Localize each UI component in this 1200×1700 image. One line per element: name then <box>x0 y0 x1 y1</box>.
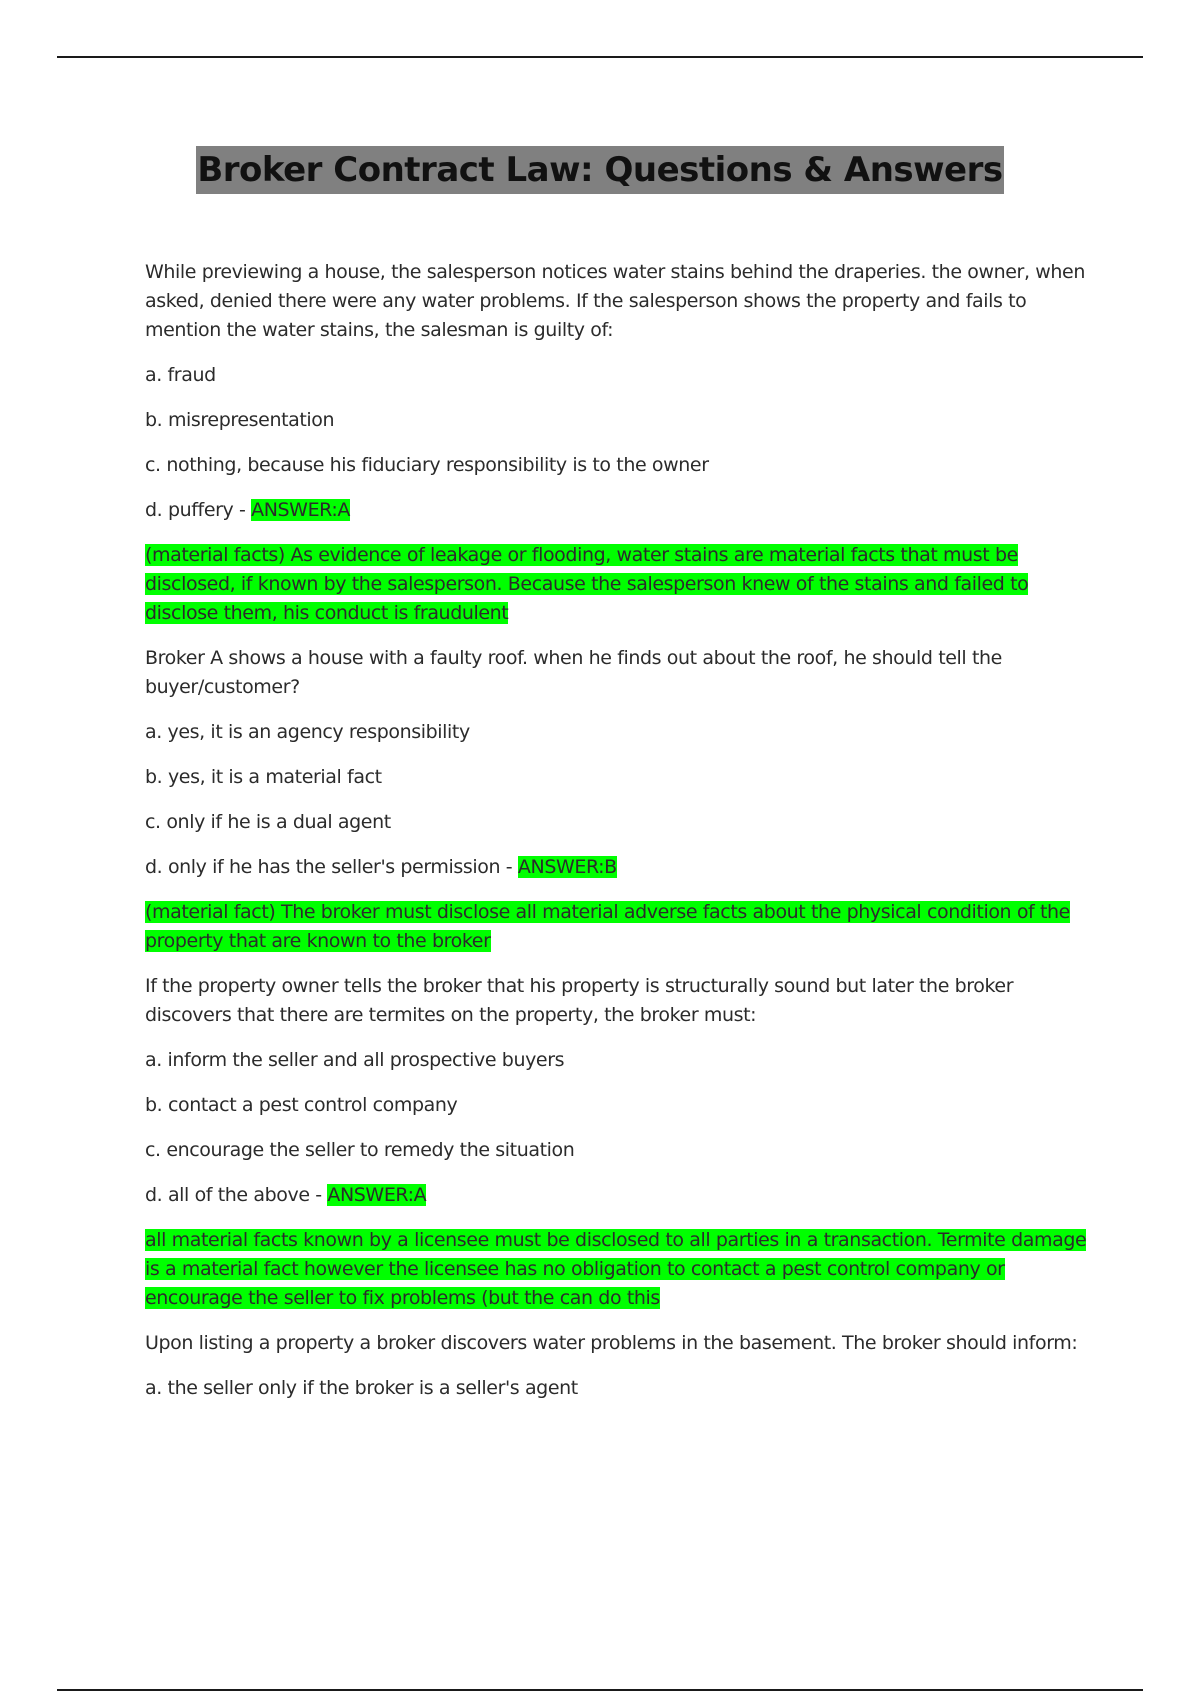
question-text: While previewing a house, the salesperson notices water stains behind the draperies. the owner, when asked, denied there were any water problems. If the salesperson shows the property and fails to mention the water stains, the salesman is guilty of: <box>145 261 1085 341</box>
explanation-text: all material facts known by a licensee must be disclosed to all parties in a transaction. Termite damage is a material fact however the licensee has no obligation to contact a pest control company or encourage the seller to fix problems (but the can do this <box>145 1229 1087 1309</box>
option-c: c. encourage the seller to remedy the situation <box>145 1139 575 1161</box>
option-a: a. the seller only if the broker is a seller's agent <box>145 1377 578 1399</box>
explanation <box>145 1226 1090 1313</box>
option-d-line <box>145 1181 1090 1210</box>
option-a: a. fraud <box>145 364 216 386</box>
title-container <box>0 146 1200 194</box>
option-b: b. misrepresentation <box>145 409 335 431</box>
option-c: c. only if he is a dual agent <box>145 811 391 833</box>
option-d-line <box>145 853 1090 882</box>
option-d-line <box>145 496 1090 525</box>
question-text: If the property owner tells the broker that his property is structurally sound but later the broker discovers that there are termites on the property, the broker must: <box>145 975 1014 1026</box>
document-body <box>145 258 1090 1419</box>
explanation-text: (material fact) The broker must disclose all material adverse facts about the physical condition of the property that are known to the broker <box>145 901 1070 952</box>
option-a: a. yes, it is an agency responsibility <box>145 721 470 743</box>
explanation-text: (material facts) As evidence of leakage or flooding, water stains are material facts that must be disclosed, if known by the salesperson. Because the salesperson knew of the stains and failed to disclose them, his conduct is fraudulent <box>145 544 1029 624</box>
answer-badge: ANSWER:B <box>517 856 617 878</box>
answer-badge: ANSWER:A <box>327 1184 427 1206</box>
top-rule <box>57 56 1143 58</box>
page-title: Broker Contract Law: Questions & Answers <box>196 146 1003 194</box>
option-d: d. puffery - <box>145 499 252 521</box>
option-d: d. all of the above - <box>145 1184 328 1206</box>
option-a: a. inform the seller and all prospective buyers <box>145 1049 565 1071</box>
explanation <box>145 541 1090 628</box>
explanation <box>145 898 1090 956</box>
option-c: c. nothing, because his fiduciary responsibility is to the owner <box>145 454 709 476</box>
answer-badge: ANSWER:A <box>251 499 350 521</box>
option-d: d. only if he has the seller's permission - <box>145 856 518 878</box>
bottom-rule <box>57 1689 1143 1691</box>
option-b: b. contact a pest control company <box>145 1094 458 1116</box>
option-b: b. yes, it is a material fact <box>145 766 382 788</box>
question-text: Broker A shows a house with a faulty roof. when he finds out about the roof, he should tell the buyer/customer? <box>145 647 1002 698</box>
question-text: Upon listing a property a broker discovers water problems in the basement. The broker should inform: <box>145 1332 1078 1354</box>
